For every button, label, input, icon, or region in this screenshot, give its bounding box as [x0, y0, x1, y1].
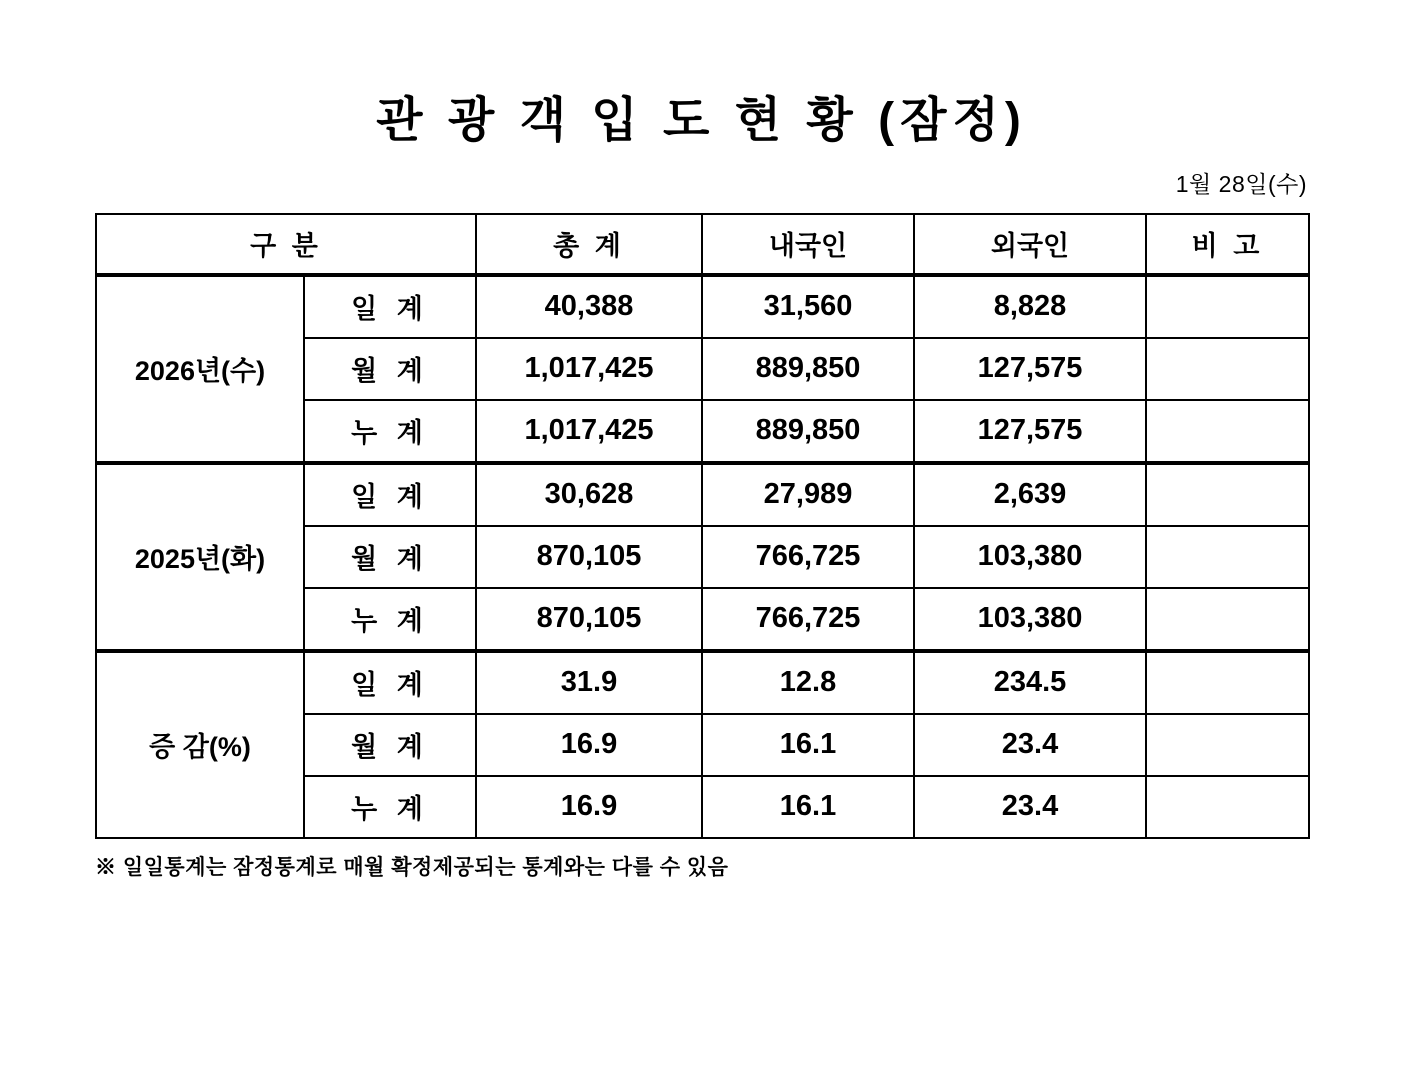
row-sub-label: 월 계: [304, 338, 476, 400]
cell-remarks: [1146, 275, 1309, 338]
cell-foreign: 2,639: [914, 463, 1146, 526]
group-label-2025: 2025년(화): [96, 463, 304, 651]
header-remarks: 비 고: [1146, 214, 1309, 275]
cell-foreign: 234.5: [914, 651, 1146, 714]
cell-total: 1,017,425: [476, 338, 702, 400]
header-category: 구 분: [96, 214, 476, 275]
footnote: ※ 일일통계는 잠정통계로 매월 확정제공되는 통계와는 다를 수 있음: [95, 855, 729, 879]
row-sub-label: 누 계: [304, 588, 476, 651]
cell-remarks: [1146, 400, 1309, 463]
cell-foreign: 103,380: [914, 526, 1146, 588]
document-page: [0, 95, 1403, 1087]
cell-total: 31.9: [476, 651, 702, 714]
report-date: 1월 28일(수): [1175, 170, 1307, 197]
cell-remarks: [1146, 526, 1309, 588]
cell-total: 16.9: [476, 776, 702, 838]
cell-domestic: 16.1: [702, 776, 914, 838]
statistics-table-container: [0, 213, 1403, 839]
cell-remarks: [1146, 651, 1309, 714]
row-sub-label: 일 계: [304, 275, 476, 338]
cell-total: 40,388: [476, 275, 702, 338]
page-title: 관 광 객 입 도 현 황 (잠정): [376, 94, 1027, 147]
row-sub-label: 누 계: [304, 776, 476, 838]
cell-remarks: [1146, 776, 1309, 838]
table-header-row: [96, 214, 1309, 275]
cell-remarks: [1146, 338, 1309, 400]
cell-remarks: [1146, 714, 1309, 776]
cell-foreign: 23.4: [914, 714, 1146, 776]
cell-domestic: 766,725: [702, 526, 914, 588]
cell-foreign: 8,828: [914, 275, 1146, 338]
row-sub-label: 월 계: [304, 526, 476, 588]
row-sub-label: 일 계: [304, 463, 476, 526]
cell-foreign: 103,380: [914, 588, 1146, 651]
table-row: [96, 463, 1309, 526]
cell-remarks: [1146, 463, 1309, 526]
header-total: 총 계: [476, 214, 702, 275]
tourist-arrivals-table: [95, 213, 1310, 839]
cell-domestic: 31,560: [702, 275, 914, 338]
group-label-2026: 2026년(수): [96, 275, 304, 463]
cell-domestic: 889,850: [702, 400, 914, 463]
group-label-change: 증 감(%): [96, 651, 304, 838]
cell-total: 16.9: [476, 714, 702, 776]
header-domestic: 내국인: [702, 214, 914, 275]
row-sub-label: 누 계: [304, 400, 476, 463]
cell-foreign: 127,575: [914, 400, 1146, 463]
cell-remarks: [1146, 588, 1309, 651]
cell-total: 30,628: [476, 463, 702, 526]
header-foreign: 외국인: [914, 214, 1146, 275]
table-row: [96, 651, 1309, 714]
cell-domestic: 889,850: [702, 338, 914, 400]
row-sub-label: 일 계: [304, 651, 476, 714]
cell-domestic: 12.8: [702, 651, 914, 714]
cell-domestic: 766,725: [702, 588, 914, 651]
cell-foreign: 127,575: [914, 338, 1146, 400]
cell-foreign: 23.4: [914, 776, 1146, 838]
table-row: [96, 275, 1309, 338]
cell-total: 1,017,425: [476, 400, 702, 463]
cell-domestic: 27,989: [702, 463, 914, 526]
cell-total: 870,105: [476, 526, 702, 588]
cell-domestic: 16.1: [702, 714, 914, 776]
row-sub-label: 월 계: [304, 714, 476, 776]
cell-total: 870,105: [476, 588, 702, 651]
